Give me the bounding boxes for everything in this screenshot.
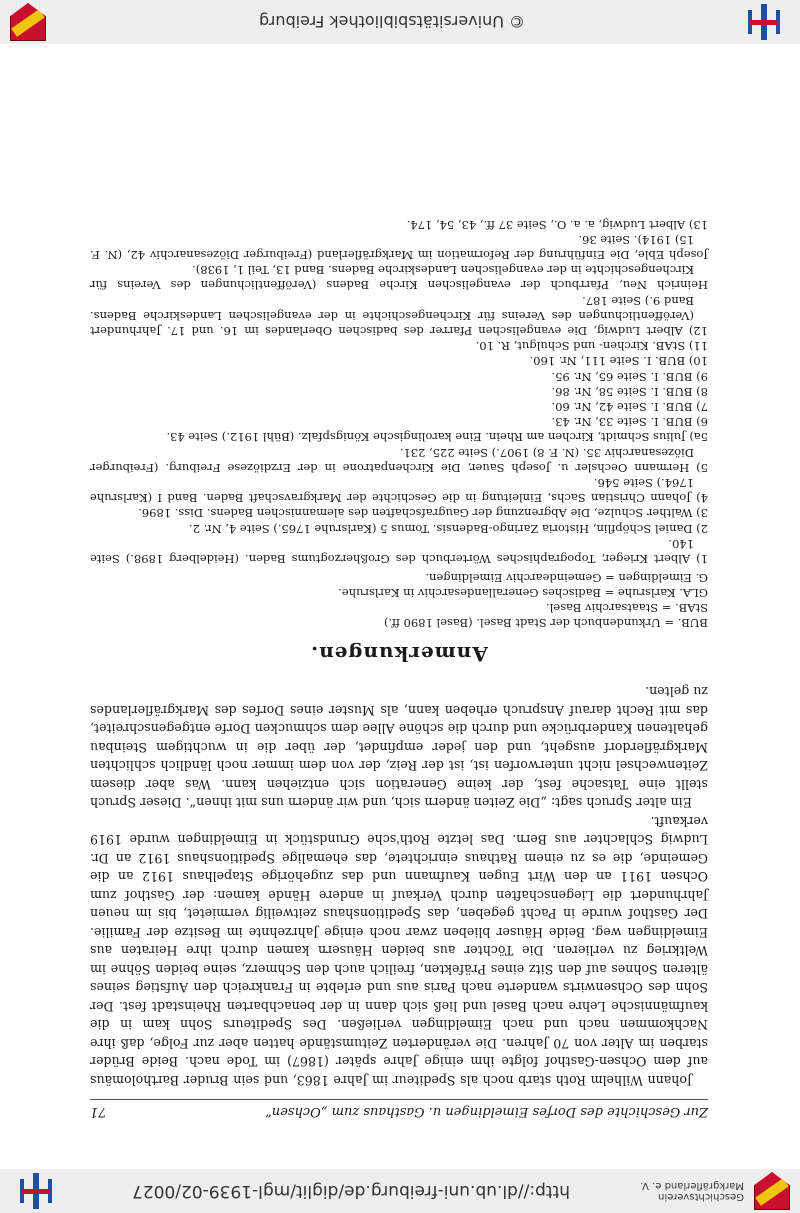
paragraph: Johann Wilhelm Roth starb noch als Spediteur im Jahre 1863, und sein Bruder Bartholomäus auf dem Ochsen-Gasthof folgte ihm einige Jahre später (1867) im Tode nach. Beide Brüder starben im Alter von 70 Jahren. Die veränderten Zeitumstände hatten aber zur Folge, daß ihre Nachkommen nach und nach Eimeldingen verließen. Des Spediteurs Sohn kam in die kaufmännische Lehre nach Basel und ließ sich dann in der benachbarten Rheinstadt fest. Der Sohn des Ochsenwirts wanderte nach Paris aus und erlebte in Frankreich den Aufstieg seines älteren Sohnes auf den Sitz eines Präfekten, freilich auch den Schmerz, seine beiden Söhne im Weltkrieg zu verlieren. Die Töchter aus beiden Häusern kamen durch ihre Heiraten aus Eimeldingen weg. Beide Häuser blieben zwar noch einige Jahrzehnte im Besitze der Familie. Der Gasthof wurde in Pacht gegeben, das Speditionshaus zeitweilig vermietet, bis im neuen Jahrhundert die Liegenschaften durch Verkauf in andere Hände kamen: der Gasthof zum Ochsen 1911 an den Wirt Eugen Kaufmann und das zugehörige Stapelhaus 1912 an die Gemeinde, die es zu einem Rathaus einrichtete, das ehemalige Speditionshaus 1912 an Dr. Ludwig Schlachter aus Bern. Das letzte Roth'sche Grundstück in Eimeldingen wurde 1919 verkauft.: [90, 814, 708, 1088]
paragraph: Ein alter Spruch sagt: „Die Zeiten ändern sich, und wir ändern uns mit ihnen“. Dieser Spruch stellt eine Tatsache fest, der keine Generation sich entziehen kann. Was aber diesem Zeitenwechsel nicht unterworfen ist, ist der Reiz, der von dem immer noch ländlich schlichten Markgräflerdorf ausgeht, und den jeder empfindet, der über die in wuchtigem Steinbau gehaltenen Kanderbrücke und durch die schöne Allee dem schmucken Dorfe entgegenschreitet, das mit Recht darauf Anspruch erheben kann, als Muster eines Dorfes des Markgräflerlandes zu gelten.: [90, 684, 708, 811]
document-url-link[interactable]: http://dl.ub.uni-freiburg.de/diglit/mgl-1939-02/0027: [132, 1181, 570, 1201]
footnote: 6) BUB. I. Seite 33, Nr. 43.: [551, 415, 708, 430]
society-logo-text: Geschichtsverein Markgräflerland e. V.: [640, 1180, 744, 1202]
abbreviation-item: G. Eimeldingen = Gemeindearchiv Eimeldingen.: [425, 571, 708, 585]
footnote: Heinrich Neu, Pfarrbuch der evangelischen Kirche Badens (Veröffentlichungen des Vereins für Kirchengeschichte in der evangelischen Landeskirche Badens. Band 13, Teil 1, 1938).: [90, 263, 708, 293]
footnote: 2) Daniel Schöpflin, Historia Zaringo-Badensis. Tomus 5 (Karlsruhe 1765.) Seite 4, Nr. 2.: [189, 521, 708, 536]
footnote: 5) Hermann Oechsler u. Joseph Sauer, Die Kirchenpatrone in der Erzdiözese Freiburg. (Freiburger Diözesanarchiv 35. (N. F. 8) 1907.) Seite 225, 231.: [90, 445, 708, 475]
footnote: Joseph Eble, Die Einführung der Reformation im Markgräflerland (Freiburger Diözesanarchiv 42, (N. F. 15) 1914). Seite 36.: [90, 232, 708, 262]
footnote: 12) Albert Ludwig, Die evangelischen Pfarrer des badischen Oberlandes im 16. und 17. Jahrhundert (Veröffentlichungen des Vereins für Kirchengeschichte in der evangelischen Landeskirche Badens. Band 9.) Seite 187.: [90, 293, 708, 338]
running-title: Zur Geschichte des Dorfes Eimeldingen u. Gasthaus zum „Ochsen“: [265, 1104, 708, 1119]
running-head: [90, 1099, 708, 1119]
abbreviation-item: BUB. = Urkundenbuch der Stadt Basel. (Basel 1890 ff.): [384, 616, 708, 630]
coat-of-arms-icon: [10, 3, 46, 41]
footnote: 7) BUB. I. Seite 42, Nr. 60.: [551, 399, 708, 414]
library-logo-icon: [16, 1173, 56, 1209]
page-number: 71: [90, 1104, 107, 1119]
footnote: 11) StAB. Kirchen- und Schulgut, R. 10.: [475, 339, 708, 354]
footnote: 4) Johann Christian Sachs, Einleitung in die Geschichte der Markgravschaft Baden. Band I (Karlsruhe 1764.) Seite 546.: [90, 475, 708, 506]
abbreviation-list: [90, 570, 708, 630]
copyright-notice: © Universitätsbibliothek Freiburg: [258, 12, 526, 32]
footnote: 5a) Julius Schmidt, Kirchen am Rhein. Eine karolingische Königspfalz. (Bühl 1912.) Seite 43.: [166, 430, 708, 445]
abbreviation-item: GLA. Karlsruhe = Badisches Generallandesarchiv in Karlsruhe.: [338, 586, 708, 600]
coat-of-arms-icon: [754, 1172, 790, 1210]
footnote: 1) Albert Krieger, Topographisches Wörterbuch des Großherzogtums Baden. (Heidelberg 1898.) Seite 140.: [90, 536, 708, 566]
library-logo-icon: [744, 4, 784, 40]
footnote-list: [90, 216, 708, 566]
footnote: 10) BUB. I. Seite 111, Nr. 160.: [529, 354, 708, 369]
footnote: 8) BUB. I. Seite 58, Nr. 86.: [551, 384, 708, 399]
header-bar: [0, 1169, 800, 1213]
notes-heading: Anmerkungen.: [310, 642, 488, 666]
footer-bar: [0, 0, 800, 44]
page-content: [90, 216, 708, 1119]
abbreviation-item: StAB. = Staatsarchiv Basel.: [546, 601, 708, 615]
body-text: [90, 682, 708, 1089]
footnote: 13) Albert Ludwig, a. a. O., Seite 37 ff., 43, 54, 174.: [406, 217, 708, 232]
footnote: 3) Walther Schulze, Die Abgrenzung der Gaugrafschaften des alemannischen Badens. Diss. 1896.: [138, 506, 708, 521]
footnote: 9) BUB. I. Seite 65, Nr. 95.: [551, 369, 708, 384]
